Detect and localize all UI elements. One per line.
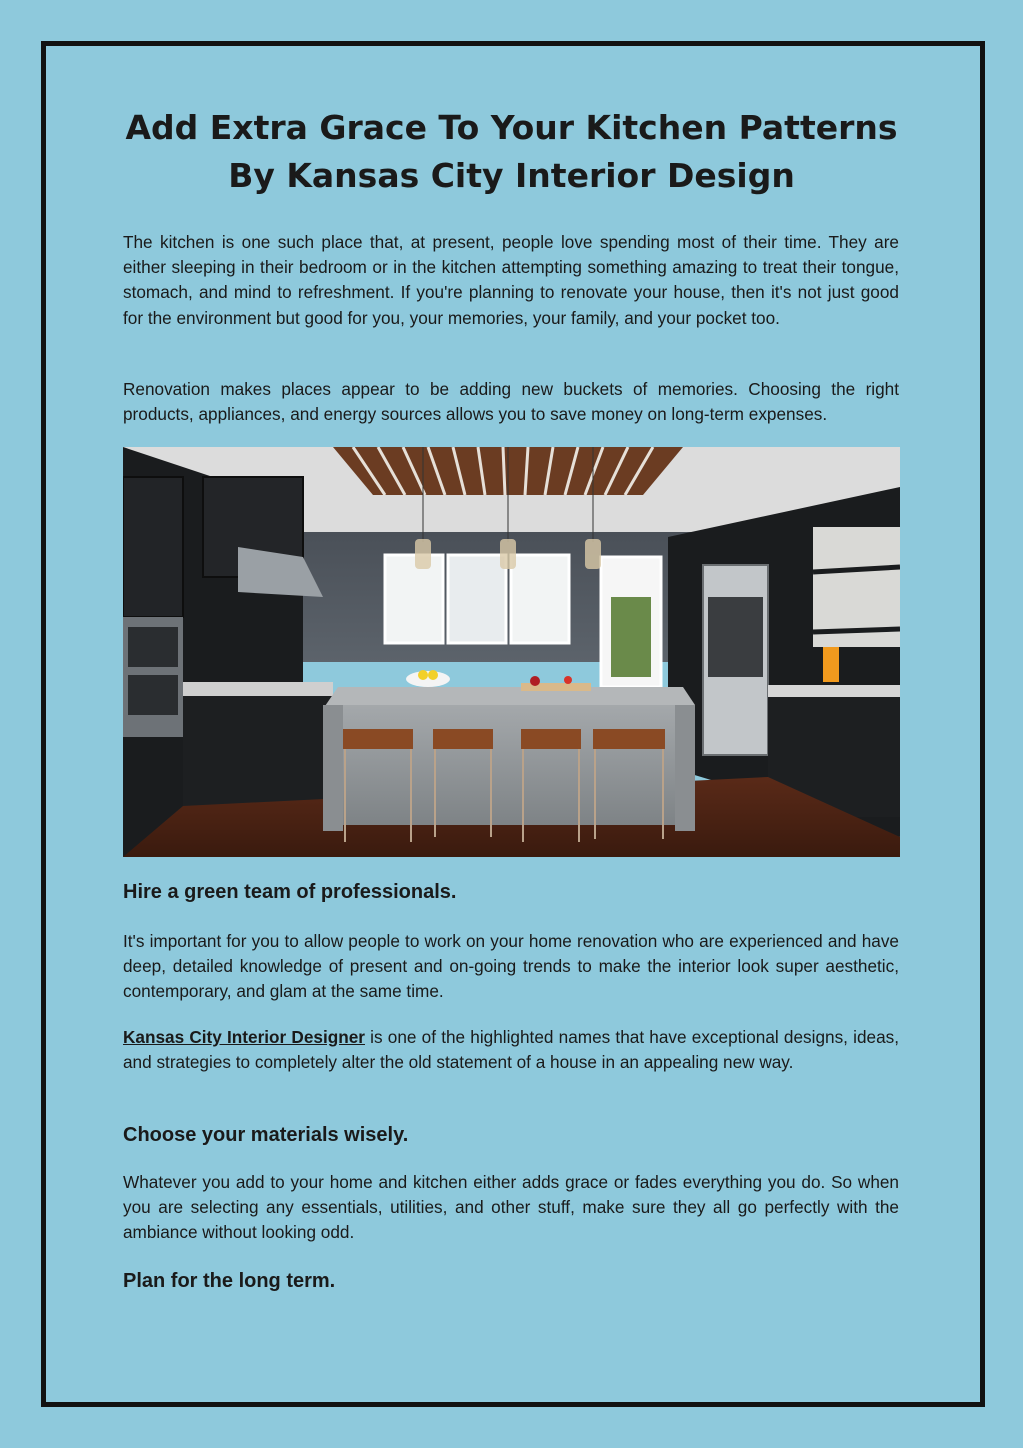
kitchen-photo <box>123 447 900 857</box>
section-hire-team-paragraph-1: It's important for you to allow people to work on your home renovation who are experienced and have deep, detailed knowledge of present and on-going trends to make the interior look super aesthetic, contemporary, and glam at the same time. <box>123 931 899 1002</box>
paragraph-2-text: is one of the highlighted names that have exceptional designs, ideas, and strategies to completely alter the old statement of a house in an appealing new way. <box>123 1027 899 1073</box>
kansas-city-interior-designer-link[interactable]: Kansas City Interior Designer <box>123 1027 365 1047</box>
section-hire-team-paragraph-2 <box>123 1025 899 1075</box>
section-materials-paragraph: Whatever you add to your home and kitchen either adds grace or fades everything you do. So when you are selecting any essentials, utilities, and other stuff, make sure they all go perfectly with the ambiance without looking odd. <box>123 1172 899 1243</box>
section-heading-materials: Choose your materials wisely. <box>123 1124 409 1146</box>
section-heading-hire-team: Hire a green team of professionals. <box>123 881 457 903</box>
page-title: Add Extra Grace To Your Kitchen Patterns By Kansas City Interior Design <box>125 108 898 195</box>
intro-paragraph-1: The kitchen is one such place that, at present, people love spending most of their time. They are either sleeping in their bedroom or in the kitchen attempting something amazing to treat their tongue, stomach, and mind to refreshment. If you're planning to renovate your house, then it's not just good for the environment but good for you, your memories, your family, and your pocket too. <box>123 232 899 328</box>
section-heading-long-term: Plan for the long term. <box>123 1270 336 1292</box>
intro-paragraph-2: Renovation makes places appear to be adding new buckets of memories. Choosing the right products, appliances, and energy sources allows you to save money on long-term expenses. <box>123 379 899 425</box>
